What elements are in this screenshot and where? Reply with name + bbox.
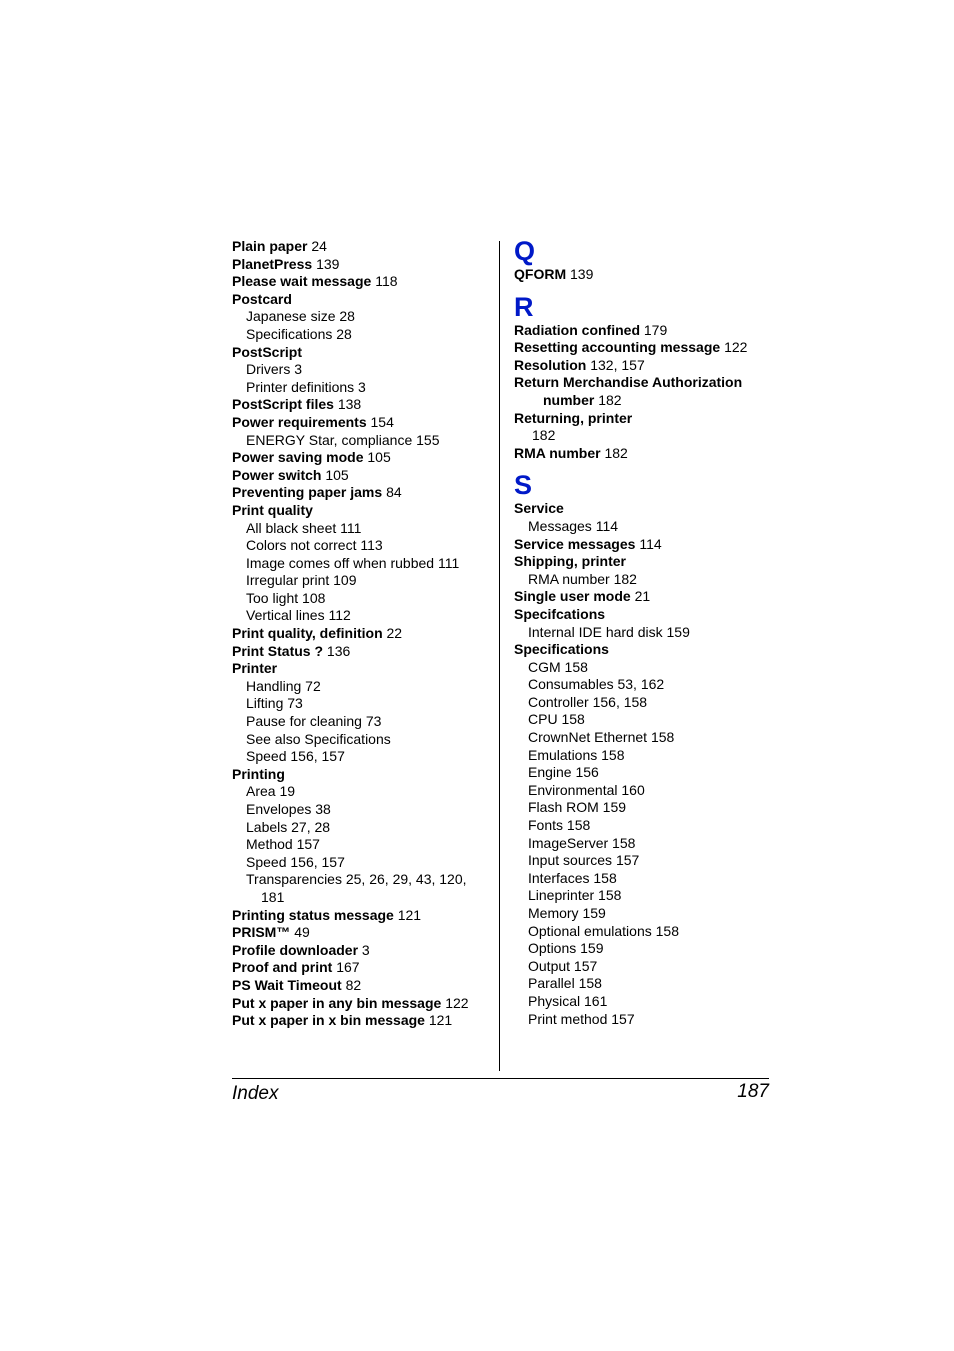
index-subentry: Fonts 158 bbox=[528, 817, 591, 834]
index-term: Power switch bbox=[232, 466, 322, 483]
index-term: Specifications bbox=[514, 641, 609, 658]
index-entry bbox=[232, 977, 494, 995]
index-term: PS Wait Timeout bbox=[232, 976, 342, 993]
index-term: Plain paper bbox=[232, 238, 308, 254]
index-entry bbox=[232, 995, 494, 1013]
index-subentry: Speed 156, 157 bbox=[246, 853, 345, 870]
index-page-refs: 82 bbox=[345, 976, 362, 993]
index-page-refs: 3 bbox=[361, 941, 370, 958]
index-term: Service messages bbox=[514, 535, 636, 552]
index-page-refs: 22 bbox=[386, 625, 403, 642]
index-term: Printing status message bbox=[232, 906, 394, 923]
index-entry bbox=[514, 588, 774, 606]
index-term: Printer bbox=[232, 660, 278, 677]
index-subentry: ImageServer 158 bbox=[528, 834, 636, 851]
index-page-refs: 132, 157 bbox=[590, 356, 645, 373]
index-subentry: Too light 108 bbox=[246, 589, 326, 606]
index-page-refs: 121 bbox=[397, 906, 422, 923]
index-term: PostScript bbox=[232, 343, 303, 360]
index-subentry: Parallel 158 bbox=[528, 975, 602, 992]
index-subentry: Handling 72 bbox=[246, 677, 321, 694]
index-entry bbox=[514, 641, 774, 659]
index-term: Resetting accounting message bbox=[514, 339, 721, 356]
index-entry bbox=[514, 410, 774, 428]
index-term: Print quality bbox=[232, 501, 313, 518]
index-entry bbox=[232, 414, 494, 432]
index-subentry: Lineprinter 158 bbox=[528, 887, 622, 904]
index-entry bbox=[232, 291, 494, 309]
index-subentry: Flash ROM 159 bbox=[528, 799, 627, 816]
footer-title: Index bbox=[232, 1083, 279, 1104]
index-subentry: Emulations 158 bbox=[528, 746, 625, 763]
index-subentry: Pause for cleaning 73 bbox=[246, 713, 382, 730]
index-term: Power requirements bbox=[232, 413, 367, 430]
index-entry bbox=[514, 357, 774, 375]
index-term: PRISM™ bbox=[232, 924, 291, 941]
index-page-refs: 118 bbox=[375, 273, 398, 290]
index-page-refs: 121 bbox=[428, 1012, 453, 1029]
index-term: number bbox=[543, 391, 595, 408]
index-term: PostScript files bbox=[232, 396, 334, 413]
index-subentry: Labels 27, 28 bbox=[246, 818, 331, 835]
index-subentry: CrownNet Ethernet 158 bbox=[528, 729, 675, 746]
index-term: Printing bbox=[232, 765, 285, 782]
section-letter-heading: R bbox=[514, 291, 534, 322]
index-page-refs: 139 bbox=[316, 255, 340, 272]
index-subentry: Environmental 160 bbox=[528, 781, 645, 798]
index-subentry: Area 19 bbox=[246, 783, 296, 800]
left-index-column bbox=[232, 238, 494, 1030]
index-subentry: Physical 161 bbox=[528, 992, 608, 1009]
index-subentry: Lifting 73 bbox=[246, 695, 303, 712]
section-letter-heading: S bbox=[514, 470, 533, 501]
index-subentry: Internal IDE hard disk 159 bbox=[528, 623, 690, 640]
index-subentry: Memory 159 bbox=[528, 905, 606, 921]
index-entry bbox=[514, 553, 774, 571]
section-letter-heading: Q bbox=[514, 236, 536, 266]
index-page-refs: 167 bbox=[336, 959, 360, 976]
index-page-refs: 114 bbox=[639, 535, 662, 552]
index-subentry: Image comes off when rubbed 111 bbox=[246, 554, 460, 571]
index-subentry: Specifications 28 bbox=[246, 325, 352, 342]
index-term: Shipping, printer bbox=[514, 553, 626, 570]
index-term: Postcard bbox=[232, 290, 292, 307]
index-entry bbox=[232, 238, 494, 256]
index-term: Radiation confined bbox=[514, 321, 640, 338]
index-entry bbox=[232, 256, 494, 274]
index-page-refs: 182 bbox=[598, 391, 622, 408]
index-term: Return Merchandise Authorization bbox=[514, 374, 743, 391]
index-entry bbox=[514, 536, 774, 554]
index-page-refs: 105 bbox=[325, 466, 349, 483]
index-subentry: Envelopes 38 bbox=[246, 801, 331, 817]
index-subentry: See also Specifications bbox=[246, 730, 391, 747]
index-term: Service bbox=[514, 500, 564, 517]
index-subentry: ENERGY Star, compliance 155 bbox=[246, 431, 440, 448]
index-entry bbox=[232, 344, 494, 362]
index-entry bbox=[232, 643, 494, 661]
index-term: Preventing paper jams bbox=[232, 484, 383, 501]
footer-rule bbox=[232, 1078, 769, 1079]
index-entry bbox=[232, 273, 494, 291]
index-entry bbox=[232, 660, 494, 678]
index-entry bbox=[232, 924, 494, 942]
index-subentry: Input sources 157 bbox=[528, 852, 640, 869]
index-subentry: CPU 158 bbox=[528, 711, 585, 728]
index-subentry: Colors not correct 113 bbox=[246, 537, 383, 554]
index-entry bbox=[232, 625, 494, 643]
column-divider bbox=[499, 241, 500, 1071]
index-subentry: Speed 156, 157 bbox=[246, 748, 345, 765]
index-term: Single user mode bbox=[514, 588, 631, 605]
page-number: 187 bbox=[737, 1081, 769, 1102]
index-subentry: Method 157 bbox=[246, 836, 320, 853]
index-subentry: Printer definitions 3 bbox=[246, 378, 366, 395]
index-entry-continuation bbox=[514, 392, 774, 410]
index-term: QFORM bbox=[514, 266, 567, 282]
index-page-refs: 49 bbox=[294, 924, 310, 941]
index-subentry: Optional emulations 158 bbox=[528, 922, 679, 939]
index-page-refs: 138 bbox=[337, 396, 362, 413]
index-page-refs: 154 bbox=[370, 413, 394, 430]
index-entry bbox=[514, 374, 774, 392]
index-term: Resolution bbox=[514, 356, 587, 373]
index-term: Returning, printer bbox=[514, 409, 633, 426]
index-entry bbox=[514, 339, 774, 357]
index-page-refs: 24 bbox=[311, 238, 327, 254]
index-subentry: Options 159 bbox=[528, 940, 604, 957]
index-entry bbox=[232, 766, 494, 784]
index-entry bbox=[514, 322, 774, 340]
index-subentry: Output 157 bbox=[528, 957, 598, 974]
index-term: Profile downloader bbox=[232, 941, 359, 958]
index-entry bbox=[232, 942, 494, 960]
index-entry-continuation: 182 bbox=[532, 427, 556, 444]
index-page-refs: 105 bbox=[367, 449, 391, 466]
index-entry bbox=[232, 449, 494, 467]
index-entry bbox=[232, 959, 494, 977]
index-term: Specifcations bbox=[514, 605, 606, 622]
index-subentry: Japanese size 28 bbox=[246, 308, 355, 325]
index-term: Put x paper in any bin message bbox=[232, 994, 442, 1011]
index-page-refs: 122 bbox=[724, 339, 748, 356]
index-entry bbox=[514, 266, 774, 284]
index-subentry: Controller 156, 158 bbox=[528, 693, 648, 710]
index-entry bbox=[232, 484, 494, 502]
index-term: PlanetPress bbox=[232, 255, 313, 272]
index-page-refs: 136 bbox=[326, 642, 351, 659]
index-subentry: All black sheet 111 bbox=[246, 519, 362, 536]
index-entry bbox=[232, 396, 494, 414]
index-term: Proof and print bbox=[232, 959, 333, 976]
index-subentry: CGM 158 bbox=[528, 658, 588, 675]
index-subentry: Irregular print 109 bbox=[246, 572, 357, 589]
index-page-refs: 84 bbox=[386, 484, 402, 501]
index-subentry: Vertical lines 112 bbox=[246, 607, 351, 624]
index-entry bbox=[232, 502, 494, 520]
index-subentry: Drivers 3 bbox=[246, 361, 303, 378]
index-page-refs: 122 bbox=[445, 994, 469, 1011]
index-subentry-continuation: 181 bbox=[261, 888, 285, 905]
index-subentry: Messages 114 bbox=[528, 517, 619, 534]
index-subentry: Consumables 53, 162 bbox=[528, 676, 665, 693]
index-subentry: Print method 157 bbox=[528, 1010, 635, 1027]
index-term: Print quality, definition bbox=[232, 625, 383, 642]
index-term: Power saving mode bbox=[232, 449, 364, 466]
index-page-refs: 182 bbox=[604, 444, 628, 461]
index-subentry: Engine 156 bbox=[528, 764, 599, 781]
right-index-column bbox=[514, 236, 774, 1028]
index-entry bbox=[514, 445, 774, 463]
index-entry bbox=[514, 606, 774, 624]
index-term: Print Status ? bbox=[232, 642, 324, 659]
index-page-refs: 179 bbox=[643, 321, 668, 338]
index-subentry: RMA number 182 bbox=[528, 570, 637, 587]
index-page-refs: 139 bbox=[570, 266, 594, 282]
index-term: RMA number bbox=[514, 444, 601, 461]
index-entry bbox=[232, 467, 494, 485]
index-term: Put x paper in x bin message bbox=[232, 1012, 425, 1029]
index-subentry: Interfaces 158 bbox=[528, 869, 617, 886]
index-entry bbox=[232, 1012, 494, 1030]
index-entry bbox=[514, 500, 774, 518]
index-subentry: Transparencies 25, 26, 29, 43, 120, bbox=[246, 871, 467, 888]
index-entry bbox=[232, 907, 494, 925]
index-page-refs: 21 bbox=[634, 588, 651, 605]
index-term: Please wait message bbox=[232, 273, 372, 290]
